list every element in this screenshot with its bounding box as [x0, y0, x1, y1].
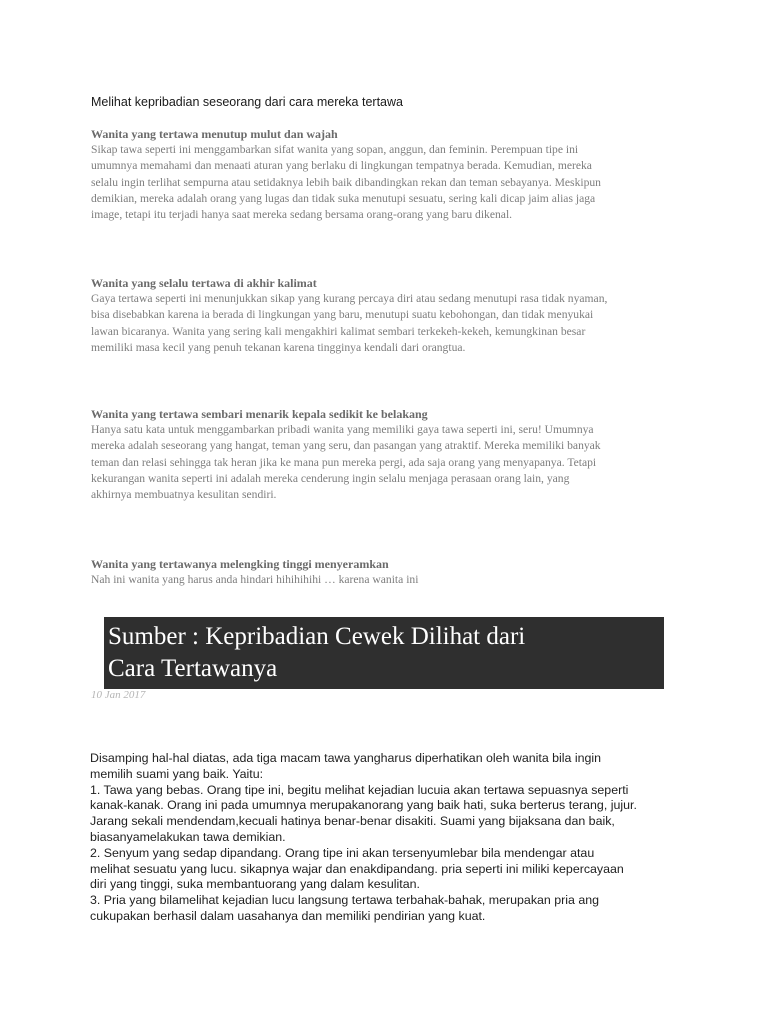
footer-line: 3. Pria yang bilamelihat kejadian lucu langsung tertawa terbahak-bahak, merupakan pria ang — [90, 893, 600, 908]
footer-line: melihat sesuatu yang lucu. sikapnya wajar dan enakdipandang. pria seperti ini miliki kepercayaan — [90, 861, 624, 876]
body-line: image, tetapi itu terjadi hanya saat mereka sedang bersama orang-orang yang baru dikenal. — [91, 208, 513, 222]
source-line: Cara Tertawanya — [108, 655, 278, 682]
body-line: kekurangan wanita seperti ini adalah mereka cenderung ingin selalu menjaga perasaan orang lain, yang — [91, 471, 570, 485]
source-banner — [104, 617, 664, 689]
body-line: mereka adalah seseorang yang hangat, teman yang seru, dan pasangan yang atraktif. Mereka memiliki banyak — [91, 439, 601, 453]
section-body — [91, 572, 691, 588]
body-line: memiliki masa kecil yang penuh tekanan karena tingginya kendali dari orangtua. — [91, 340, 466, 354]
body-line: Hanya satu kata untuk menggambarkan pribadi wanita yang memiliki gaya tawa seperti ini, seru! Umumnya — [91, 423, 594, 436]
section-end-of-sentence — [91, 275, 691, 356]
section-body — [91, 142, 691, 223]
section-body — [91, 422, 691, 503]
source-date: 10 Jan 2017 — [91, 689, 146, 701]
body-line: lawan bicaranya. Wanita yang sering kali mengakhiri kalimat sembari terkekeh-kekeh, kemungkinan besar — [91, 324, 586, 338]
section-high-pitched — [91, 556, 691, 588]
body-line: Sikap tawa seperti ini menggambarkan sifat wanita yang sopan, anggun, dan feminin. Perempuan tipe ini — [91, 143, 579, 156]
footer-line: Jarang sekali mendendam,kecuali hatinya benar-benar disakiti. Suami yang bijaksana dan baik, — [90, 814, 615, 829]
section-heading: Wanita yang tertawanya melengking tinggi menyeramkan — [91, 557, 389, 571]
body-line: umumnya memahami dan menaati aturan yang berlaku di lingkungan tempatnya berada. Kemudian, mereka — [91, 159, 592, 173]
footer-line: 1. Tawa yang bebas. Orang tipe ini, begitu melihat kejadian lucuia akan tertawa sepuasnya seperti — [90, 782, 629, 797]
footer-line: kanak-kanak. Orang ini pada umumnya merupakanorang yang baik hati, suka berterus terang, jujur. — [90, 798, 637, 813]
footer-line: biasanyamelakukan tawa demikian. — [90, 829, 286, 844]
body-line: Gaya tertawa seperti ini menunjukkan sikap yang kurang percaya diri atau sedang menutupi rasa tidak nyaman, — [91, 292, 608, 305]
body-line: bisa disebabkan karena ia berada di lingkungan yang baru, menutupi suatu kebohongan, dan tidak menyukai — [91, 308, 594, 322]
body-line: demikian, mereka adalah orang yang lugas dan tidak suka menutupi sesuatu, sering kali dicap jaim alias jaga — [91, 191, 596, 205]
source-line: Sumber : Kepribadian Cewek Dilihat dari — [108, 623, 526, 650]
section-body — [91, 291, 691, 356]
footer-paragraph — [90, 751, 690, 925]
body-line: teman dan relasi sehingga tak heran jika ke mana pun mereka pergi, ada saja orang yang menyapanya. Tetapi — [91, 455, 597, 469]
body-line: akhirnya membuatnya kesulitan sendiri. — [91, 488, 277, 502]
footer-line: Disamping hal-hal diatas, ada tiga macam tawa yangharus diperhatikan oleh wanita bila ingin — [90, 751, 602, 765]
footer-line: 2. Senyum yang sedap dipandang. Orang tipe ini akan tersenyumlebar bila mendengar atau — [90, 845, 595, 860]
footer-line: memilih suami yang baik. Yaitu: — [90, 766, 264, 781]
body-line: Nah ini wanita yang harus anda hindari hihihihihi … karena wanita ini — [91, 573, 419, 586]
section-heading: Wanita yang tertawa menutup mulut dan wajah — [91, 127, 338, 141]
section-heading: Wanita yang tertawa sembari menarik kepala sedikit ke belakang — [91, 407, 428, 421]
body-line: selalu ingin terlihat sempurna atau setidaknya lebih baik dibandingkan rekan dan teman sebayanya. Meskipun — [91, 175, 601, 189]
section-heading: Wanita yang selalu tertawa di akhir kalimat — [91, 276, 317, 290]
section-cover-mouth — [91, 126, 691, 223]
page-title: Melihat kepribadian seseorang dari cara mereka tertawa — [91, 95, 403, 109]
section-head-back — [91, 406, 691, 503]
footer-line: cukupakan berhasil dalam uasahanya dan memiliki pendirian yang kuat. — [90, 908, 486, 923]
footer-line: diri yang tinggi, suka membantuorang yang dalam kesulitan. — [90, 877, 420, 892]
